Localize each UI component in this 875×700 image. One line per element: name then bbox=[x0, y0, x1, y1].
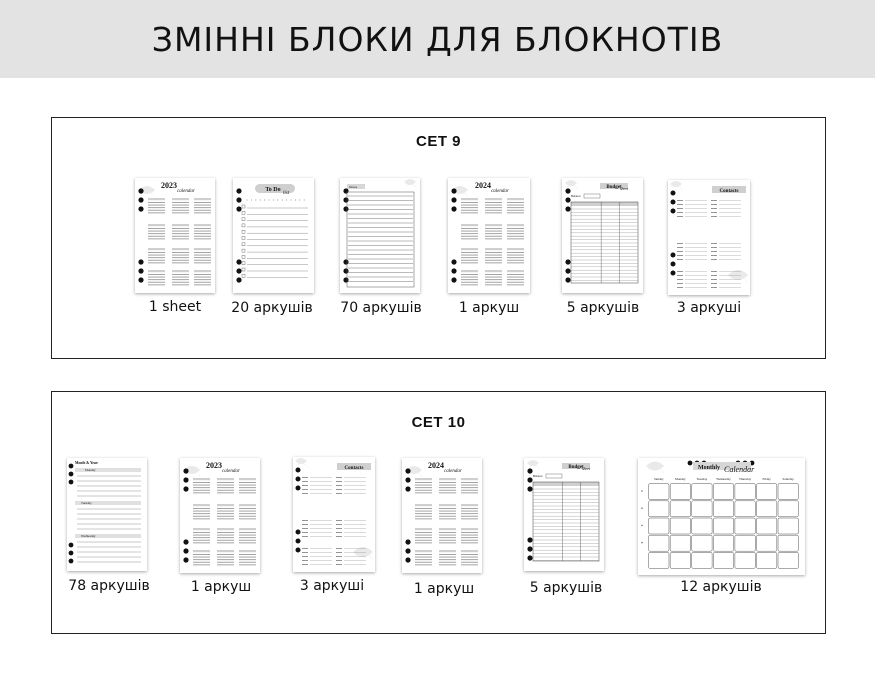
sheet-count-caption: 3 аркуші bbox=[676, 300, 742, 316]
sheet-count-caption: 1 аркуш bbox=[413, 581, 475, 597]
todo-heading: To Do bbox=[265, 187, 281, 193]
sheet-count-caption: 12 аркушів bbox=[680, 579, 762, 595]
weekday-label: Sunday bbox=[654, 477, 664, 481]
weekday-label: Monday bbox=[85, 468, 96, 473]
sheet-count-caption: 5 аркушів bbox=[529, 580, 603, 596]
leaf-decoration bbox=[670, 181, 683, 190]
month-grid bbox=[415, 478, 478, 565]
leaf-decoration bbox=[646, 462, 664, 474]
contacts-heading: Contacts bbox=[719, 189, 739, 194]
budget-script: sheet bbox=[582, 466, 591, 471]
contacts-page-drawing bbox=[668, 180, 750, 295]
budget-script: sheet bbox=[620, 186, 629, 191]
leaf-decoration bbox=[404, 179, 417, 188]
sheet-count-caption: 1 аркуш bbox=[458, 300, 520, 316]
binder-holes bbox=[236, 188, 241, 282]
calendar-script: calendar bbox=[491, 189, 509, 194]
calendar-year: 2023 bbox=[206, 461, 222, 470]
sheet-count-caption: 20 аркушів bbox=[231, 300, 313, 316]
calendar-year: 2024 bbox=[475, 181, 491, 190]
binder-holes bbox=[671, 191, 676, 276]
weekday-label: Friday bbox=[762, 477, 771, 481]
leaf-decoration bbox=[353, 547, 373, 560]
calendar-page-drawing bbox=[135, 178, 215, 293]
sheet-count-caption: 1 аркуш bbox=[190, 579, 252, 595]
calendar-year: 2023 bbox=[161, 181, 177, 190]
sheet-count-caption: 78 аркушів bbox=[68, 578, 150, 594]
leaf-decoration bbox=[295, 458, 308, 467]
weekday-label: Monday bbox=[675, 477, 686, 481]
weekday-label: Thursday bbox=[739, 477, 752, 481]
contacts-page-preview bbox=[668, 180, 750, 295]
calendar-page-drawing bbox=[180, 458, 260, 573]
calendar-page-preview bbox=[135, 178, 215, 293]
todo-page-preview bbox=[233, 178, 314, 293]
sheet-count-caption: 70 аркушів bbox=[340, 300, 422, 316]
binder-holes bbox=[565, 188, 570, 282]
notes-label: Notes bbox=[349, 185, 358, 189]
leaf-decoration bbox=[565, 180, 578, 189]
todo-page-drawing bbox=[233, 178, 314, 293]
page-header bbox=[0, 0, 875, 78]
balance-label: Balance bbox=[533, 474, 543, 478]
calendar-page-preview bbox=[402, 458, 482, 573]
leaf-decoration bbox=[728, 270, 748, 283]
binder-holes bbox=[69, 464, 74, 564]
page-title: ЗМІННІ БЛОКИ ДЛЯ БЛОКНОТІВ bbox=[151, 19, 724, 59]
todo-script: list bbox=[283, 191, 290, 196]
month-grid bbox=[148, 198, 211, 285]
set-title: СЕТ 9 bbox=[415, 133, 461, 150]
calendar-script: calendar bbox=[444, 469, 462, 474]
monthly-page-drawing bbox=[638, 458, 805, 575]
budget-page-preview bbox=[524, 458, 604, 571]
month-grid bbox=[193, 478, 256, 565]
leaf-decoration bbox=[527, 460, 540, 469]
notes-page-preview bbox=[340, 178, 420, 293]
weekday-label: Tuesday bbox=[81, 501, 92, 506]
budget-heading: Budget bbox=[606, 185, 622, 190]
calendar-page-drawing bbox=[448, 178, 530, 293]
binder-holes bbox=[343, 188, 348, 282]
monthly-script: Calendar bbox=[724, 465, 755, 474]
sheet-count-caption: 1 sheet bbox=[148, 299, 202, 315]
contacts-page-drawing bbox=[293, 457, 375, 572]
calendar-script: calendar bbox=[177, 189, 195, 194]
budget-heading: Budget bbox=[568, 465, 584, 470]
budget-page-drawing bbox=[524, 458, 604, 571]
binder-holes bbox=[138, 188, 143, 282]
binder-holes bbox=[296, 468, 301, 553]
binder-holes bbox=[451, 188, 456, 282]
weekly-heading: Month & Year: bbox=[75, 461, 99, 465]
weekly-page-preview bbox=[67, 458, 147, 571]
binder-holes bbox=[405, 468, 410, 562]
budget-page-preview bbox=[562, 178, 643, 293]
calendar-page-drawing bbox=[402, 458, 482, 573]
sheet-count-caption: 3 аркуші bbox=[299, 578, 365, 594]
calendar-page-preview bbox=[180, 458, 260, 573]
weekday-label: Saturday bbox=[782, 477, 794, 481]
set-title: СЕТ 10 bbox=[411, 414, 466, 431]
weekday-label: Wednesday bbox=[81, 534, 96, 539]
balance-label: Balance bbox=[571, 194, 581, 198]
weekday-label: Wednesday bbox=[716, 477, 731, 481]
binder-holes bbox=[183, 468, 188, 562]
binder-holes bbox=[527, 468, 532, 560]
weekly-page-drawing bbox=[67, 458, 147, 571]
monthly-heading: Monthly bbox=[698, 465, 721, 471]
calendar-page-preview bbox=[448, 178, 530, 293]
monthly-page-preview bbox=[638, 458, 805, 575]
contacts-heading: Contacts bbox=[344, 466, 364, 471]
contacts-page-preview bbox=[293, 457, 375, 572]
sheet-count-caption: 5 аркушів bbox=[566, 300, 640, 316]
calendar-script: calendar bbox=[222, 469, 240, 474]
budget-page-drawing bbox=[562, 178, 643, 293]
weekday-label: Tuesday bbox=[696, 477, 708, 481]
notes-page-drawing bbox=[340, 178, 420, 293]
calendar-year: 2024 bbox=[428, 461, 444, 470]
month-grid bbox=[461, 198, 524, 285]
